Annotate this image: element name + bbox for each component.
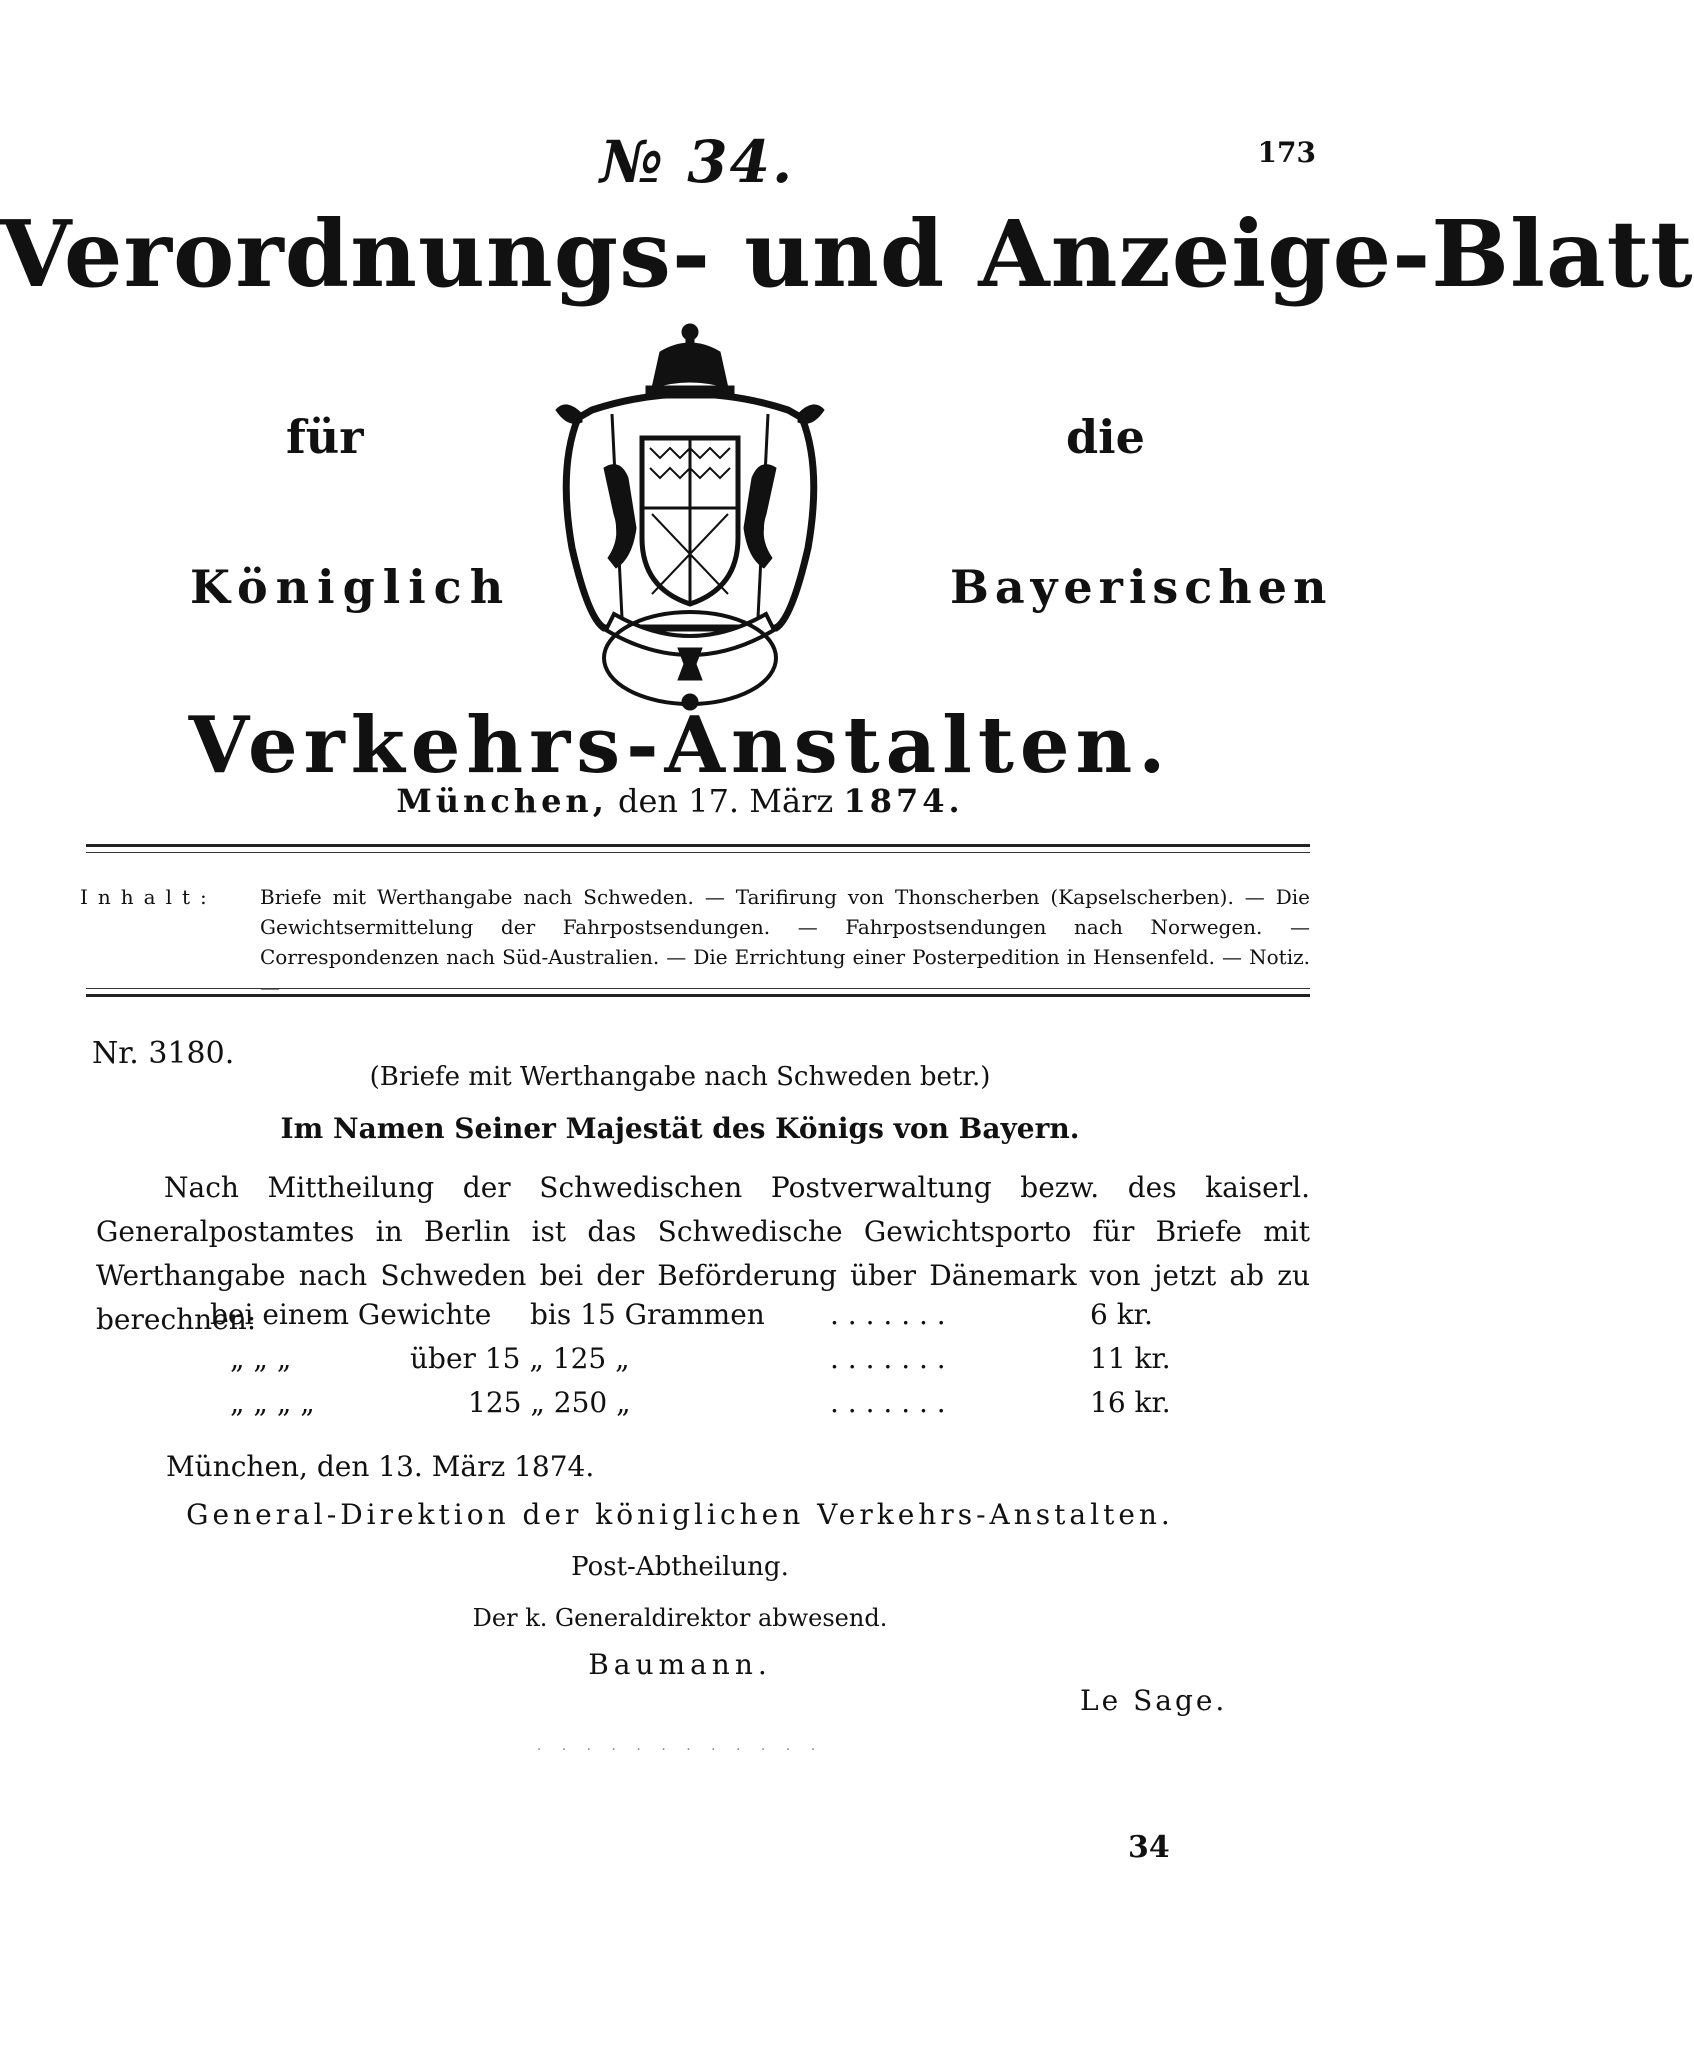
contents-text: Briefe mit Werthangabe nach Schweden. — Tarifirung von Thonscherben (Kapselscherben). — Die Gewichtsermittelung der Fahrpostsendungen. — Fahrpostsendungen nach Norwegen. — Correspondenzen nach Süd-Australien. — Die Errichtung einer Posterpedition in Hensenfeld. — Notiz. — <box>260 885 1310 999</box>
rate-lead: „ „ „ <box>230 1342 292 1375</box>
notice-authority-line: Im Namen Seiner Majestät des Königs von Bayern. <box>280 1112 1080 1145</box>
masthead-subtitle: Verkehrs-Anstalten. <box>188 700 1172 791</box>
sheet-number: 34 <box>1128 1830 1170 1865</box>
masthead-word-koeniglich: Königlich <box>190 560 512 614</box>
rate-range: über 15 „ 125 „ <box>410 1342 630 1375</box>
rate-lead: bei einem Gewichte <box>210 1298 492 1331</box>
coat-of-arms-emblem <box>552 318 828 714</box>
notice-place-date: München, den 13. März 1874. <box>166 1450 595 1483</box>
rate-price: 16 kr. <box>1090 1386 1171 1419</box>
rate-leader-dots: . . . . . . . <box>830 1386 946 1419</box>
divider-bottom-thin <box>86 988 1310 989</box>
masthead-title: Verordnungs- und Anzeige-Blatt <box>0 200 1694 308</box>
director-absent-note: Der k. Generaldirektor abwesend. <box>472 1604 888 1632</box>
masthead-word-fuer: für <box>286 410 364 464</box>
masthead-word-die: die <box>1066 410 1145 464</box>
post-department-line: Post-Abtheilung. <box>571 1552 789 1582</box>
rate-price: 11 kr. <box>1090 1342 1171 1375</box>
divider-top <box>86 844 1310 847</box>
notice-number: Nr. 3180. <box>92 1036 235 1071</box>
divider-top-thin <box>86 852 1310 853</box>
general-direction-line: General-Direktion der königlichen Verkehrs-Anstalten. <box>186 1498 1174 1531</box>
rate-row <box>210 1298 1310 1342</box>
page-number: 173 <box>1257 136 1316 169</box>
section-separator: · · · · · · · · · · · · <box>536 1742 824 1758</box>
rate-range: bis 15 Grammen <box>530 1298 765 1331</box>
notice-paragraph-text: Nach Mittheilung der Schwedischen Postverwaltung bezw. des kaiserl. Generalpostamtes in Berlin ist das Schwedische Gewichtsporto für Briefe mit Werthangabe nach Schweden bei der Beförderung über Dänemark von jetzt ab zu berechnen: <box>96 1171 1310 1336</box>
issue-year: 1874. <box>843 782 964 820</box>
issue-date: den 17. März <box>618 782 834 820</box>
divider-bottom <box>86 994 1310 997</box>
rate-lead: „ „ „ „ <box>230 1386 315 1419</box>
masthead-word-bayerischen: Bayerischen <box>950 560 1333 614</box>
rate-range: 125 „ 250 „ <box>468 1386 631 1419</box>
contents-label: Inhalt: <box>80 885 217 909</box>
signatory-baumann: Baumann. <box>588 1648 772 1681</box>
table-of-contents <box>80 882 1310 1002</box>
issue-date-line <box>0 782 1360 820</box>
notice-subject: (Briefe mit Werthangabe nach Schweden betr.) <box>369 1062 991 1092</box>
issue-place: München, <box>396 782 608 820</box>
signatory-le-sage: Le Sage. <box>1080 1684 1228 1717</box>
rate-row <box>210 1342 1310 1386</box>
rate-row <box>210 1386 1310 1430</box>
rate-leader-dots: . . . . . . . <box>830 1342 946 1375</box>
issue-number: № 34. <box>600 128 795 196</box>
rate-leader-dots: . . . . . . . <box>830 1298 946 1331</box>
rate-price: 6 kr. <box>1090 1298 1153 1331</box>
